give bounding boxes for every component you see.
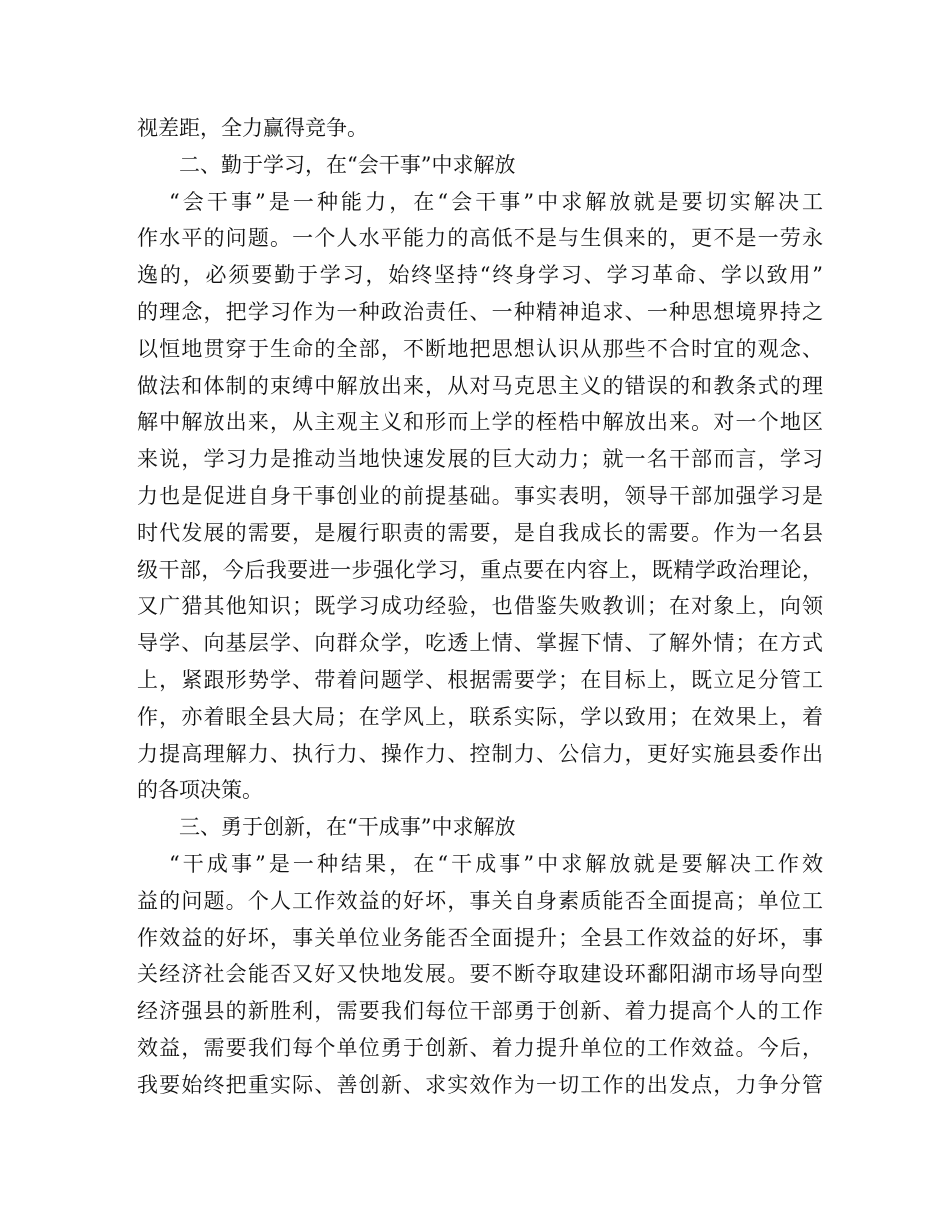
text-line: 上，紧跟形势学、带着问题学、根据需要学；在目标上，既立足分管工 xyxy=(137,667,823,692)
text-line: 力提高理解力、执行力、操作力、控制力、公信力，更好实施县委作出 xyxy=(137,741,823,766)
text-line: 来说，学习力是推动当地快速发展的巨大动力；就一名干部而言，学习 xyxy=(137,447,823,472)
text-line: 效益，需要我们每个单位勇于创新、着力提升单位的工作效益。今后， xyxy=(137,1035,823,1060)
text-line: 做法和体制的束缚中解放出来，从对马克思主义的错误的和教条式的理 xyxy=(137,373,823,398)
text-line: 逸的，必须要勤于学习，始终坚持“终身学习、学习革命、学以致用” xyxy=(137,263,823,288)
text-line: 我要始终把重实际、善创新、求实效作为一切工作的出发点，力争分管 xyxy=(137,1072,823,1097)
section-heading: 三、勇于创新，在“干成事”中求解放 xyxy=(179,815,516,840)
text-line: 又广猎其他知识；既学习成功经验，也借鉴失败教训；在对象上，向领 xyxy=(137,594,823,619)
text-line: 视差距，全力赢得竞争。 xyxy=(137,116,368,140)
text-line: 时代发展的需要，是履行职责的需要，是自我成长的需要。作为一名县 xyxy=(137,520,823,545)
text-line: 解中解放出来，从主观主义和形而上学的桎梏中解放出来。对一个地区 xyxy=(137,410,823,435)
document-page xyxy=(137,110,823,1104)
text-line: 以恒地贯穿于生命的全部，不断地把思想认识从那些不合时宜的观念、 xyxy=(137,336,823,361)
section-heading: 二、勤于学习，在“会干事”中求解放 xyxy=(179,152,516,177)
text-line: 作水平的问题。一个人水平能力的高低不是与生俱来的，更不是一劳永 xyxy=(137,226,823,251)
text-line: 经济强县的新胜利，需要我们每位干部勇于创新、着力提高个人的工作 xyxy=(137,999,823,1024)
text-line: 的理念，把学习作为一种政治责任、一种精神追求、一种思想境界持之 xyxy=(137,299,823,324)
text-line: 导学、向基层学、向群众学，吃透上情、掌握下情、了解外情；在方式 xyxy=(137,631,823,656)
text-line: “干成事”是一种结果，在“干成事”中求解放就是要解决工作效 xyxy=(169,851,823,876)
text-line: 力也是促进自身干事创业的前提基础。事实表明，领导干部加强学习是 xyxy=(137,483,823,508)
text-line: 益的问题。个人工作效益的好坏，事关自身素质能否全面提高；单位工 xyxy=(137,888,823,913)
text-line: 作效益的好坏，事关单位业务能否全面提升；全县工作效益的好坏，事 xyxy=(137,925,823,950)
text-line: 级干部，今后我要进一步强化学习，重点要在内容上，既精学政治理论， xyxy=(137,557,823,582)
text-line: 的各项决策。 xyxy=(137,778,263,803)
text-line: “会干事”是一种能力，在“会干事”中求解放就是要切实解决工 xyxy=(169,189,823,214)
text-line: 作，亦着眼全县大局；在学风上，联系实际，学以致用；在效果上，着 xyxy=(137,704,823,729)
text-line: 关经济社会能否又好又快地发展。要不断夺取建设环鄱阳湖市场导向型 xyxy=(137,962,823,987)
